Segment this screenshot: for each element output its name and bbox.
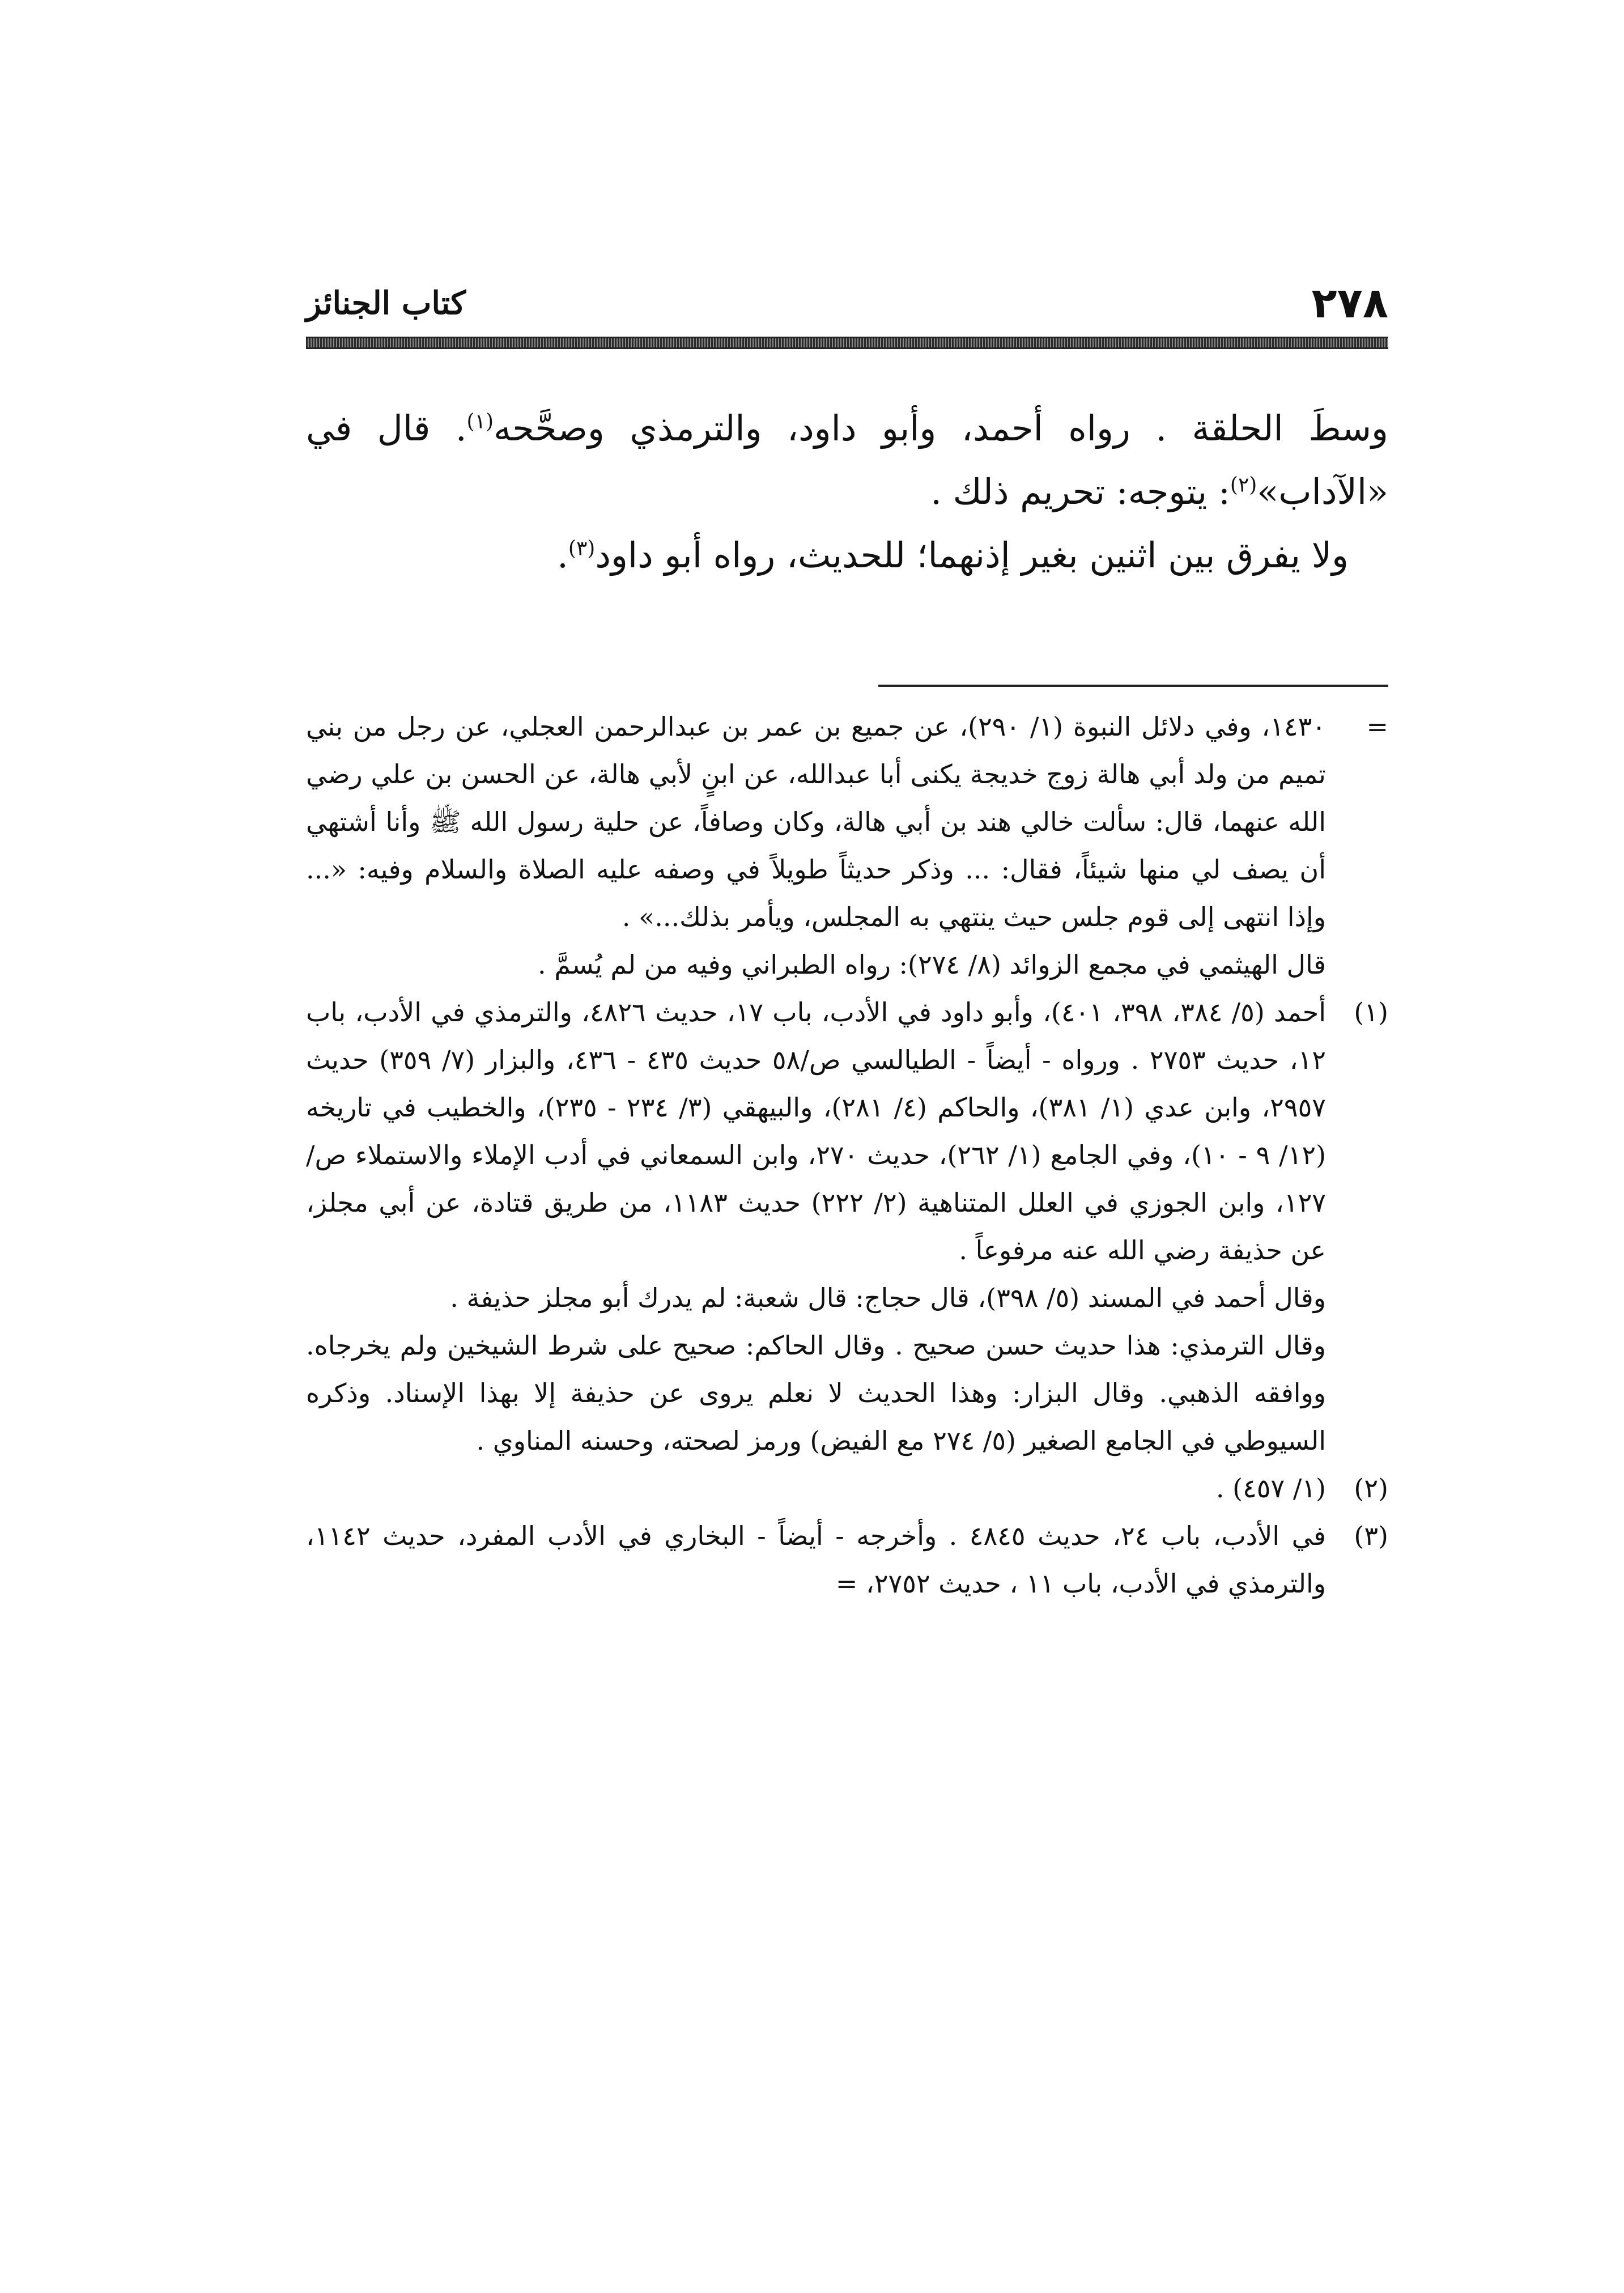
footnote-2	[306, 1464, 1388, 1512]
paragraph-1	[306, 397, 1388, 524]
header-rule	[306, 337, 1388, 349]
paragraph-1-part-1: وسطَ الحلقة . رواه أحمد، وأبو داود، والترمذي وصحَّحه	[493, 407, 1388, 449]
footnote-paragraph: ١٤٣٠، وفي دلائل النبوة (١/ ٢٩٠)، عن جميع بن عمر بن عبدالرحمن العجلي، عن رجل من بني تميم من ولد أبي هالة زوج خديجة يكنى أبا عبدالله، عن ابنٍ لأبي هالة، عن الحسن بن علي رضي الله عنهما، قال: سألت خالي هند بن أبي هالة، وكان وصافاً، عن حلية رسول الله ﷺ وأنا أشتهي أن يصف لي منها شيئاً، فقال: ... وذكر حديثاً طويلاً في وصفه عليه الصلاة والسلام وفيه: «... وإذا انتهى إلى قوم جلس حيث ينتهي به المجلس، ويأمر بذلك...» .	[306, 711, 1327, 932]
footnote-body	[306, 988, 1326, 1464]
footnotes	[306, 703, 1388, 1607]
footnote-marker: =	[1366, 711, 1388, 742]
paragraph-1-part-2: . قال في «الآداب»	[306, 407, 1388, 512]
footnote-ref-3: (٣)	[568, 537, 596, 560]
main-text	[306, 397, 1388, 587]
footnote-body	[306, 1512, 1326, 1607]
footnote-continuation	[306, 703, 1388, 988]
paragraph-2	[306, 524, 1388, 587]
paragraph-2-part-2: .	[557, 534, 568, 576]
footnote-body	[306, 703, 1326, 988]
footnote-1	[306, 988, 1388, 1464]
footnote-paragraph: في الأدب، باب ٢٤، حديث ٤٨٤٥ . وأخرجه - أيضاً - البخاري في الأدب المفرد، حديث ١١٤٢، والترمذي في الأدب، باب ١١ ، حديث ٢٧٥٢، =	[306, 1521, 1326, 1599]
footnote-paragraph: أحمد (٥/ ٣٨٤، ٣٩٨، ٤٠١)، وأبو داود في الأدب، باب ١٧، حديث ٤٨٢٦، والترمذي في الأدب، باب ١٢، حديث ٢٧٥٣ . ورواه - أيضاً - الطيالسي ص/٥٨ حديث ٤٣٥ - ٤٣٦، والبزار (٧/ ٣٥٩) حديث ٢٩٥٧، وابن عدي (١/ ٣٨١)، والحاكم (٤/ ٢٨١)، والبيهقي (٣/ ٢٣٤ - ٢٣٥)، والخطيب في تاريخه (١٢/ ٩ - ١٠)، وفي الجامع (١/ ٢٦٢)، حديث ٢٧٠، وابن السمعاني في أدب الإملاء والاستملاء ص/ ١٢٧، وابن الجوزي في العلل المتناهية (٢/ ٢٢٢) حديث ١١٨٣، من طريق قتادة، عن أبي مجلز، عن حذيفة رضي الله عنه مرفوعاً .	[306, 997, 1327, 1266]
footnote-marker: (٢)	[1354, 1473, 1388, 1504]
footnote-paragraph: وقال الترمذي: هذا حديث حسن صحيح . وقال الحاكم: صحيح على شرط الشيخين ولم يخرجاه. ووافقه الذهبي. وقال البزار: وهذا الحديث لا نعلم يروى عن حذيفة إلا بهذا الإسناد. وذكره السيوطي في الجامع الصغير (٥/ ٢٧٤ مع الفيض) ورمز لصحته، وحسنه المناوي .	[306, 1330, 1326, 1456]
footnote-body	[306, 1464, 1326, 1512]
footnote-paragraph: قال الهيثمي في مجمع الزوائد (٨/ ٢٧٤): رواه الطبراني وفيه من لم يُسمَّ .	[538, 949, 1326, 980]
running-title: كتاب الجنائز	[306, 284, 466, 322]
footnote-separator	[878, 685, 1388, 687]
footnote-paragraph: وقال أحمد في المسند (٥/ ٣٩٨)، قال حجاج: قال شعبة: لم يدرك أبو مجلز حذيفة .	[450, 1283, 1326, 1313]
footnote-3	[306, 1512, 1388, 1607]
footnote-ref-1: (١)	[466, 410, 494, 434]
paragraph-2-part-1: ولا يفرق بين اثنين بغير إذنهما؛ للحديث، رواه أبو داود	[595, 534, 1349, 576]
footnote-marker: (٣)	[1354, 1521, 1388, 1551]
page-number: ٢٧٨	[1311, 279, 1388, 328]
book-page	[306, 0, 1388, 2293]
paragraph-1-part-3: : يتوجه: تحريم ذلك .	[930, 471, 1230, 512]
footnote-ref-2: (٢)	[1230, 473, 1257, 497]
footnote-marker: (١)	[1354, 997, 1388, 1027]
footnote-paragraph: (١/ ٤٥٧) .	[1215, 1473, 1326, 1504]
page-header	[306, 272, 1388, 334]
